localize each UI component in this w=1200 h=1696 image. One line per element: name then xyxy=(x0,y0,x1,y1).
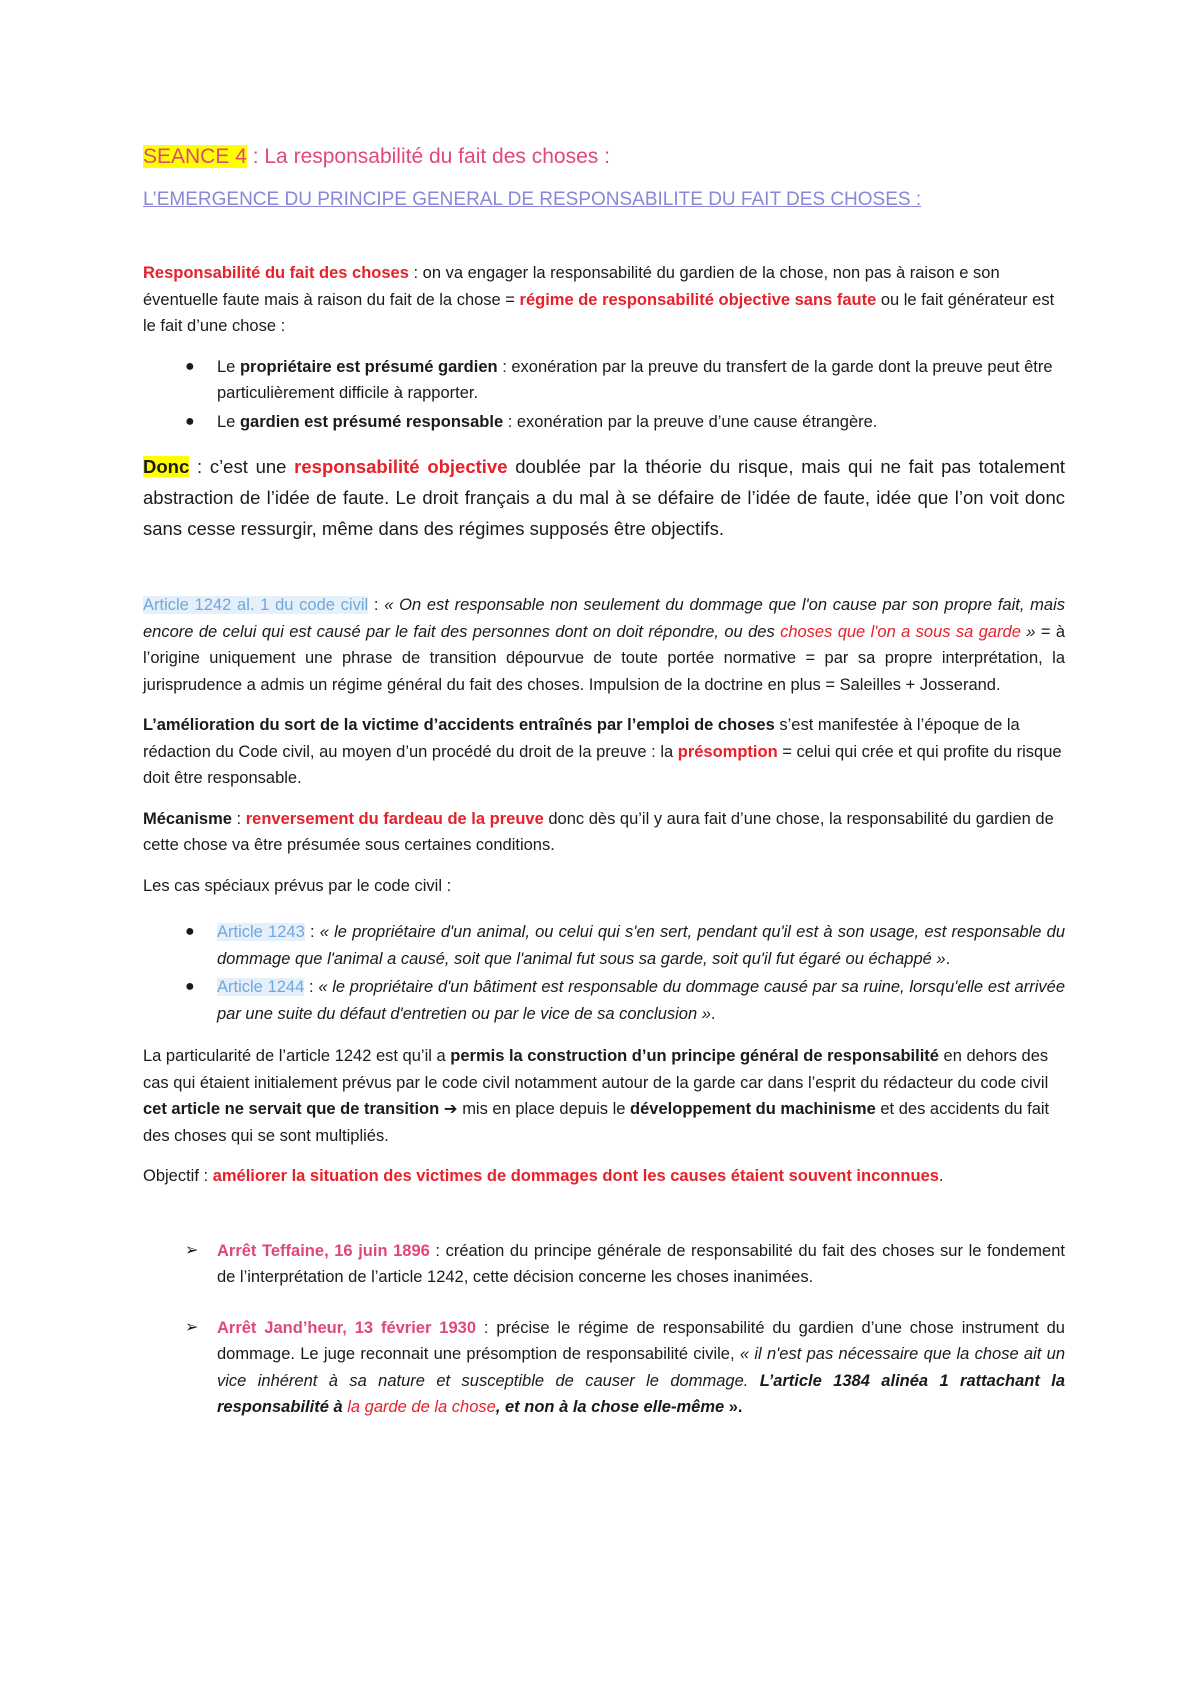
particularite-text-3: mis en place depuis le xyxy=(462,1100,631,1118)
intro-term: Responsabilité du fait des choses xyxy=(143,264,409,282)
amelioration-text-1: s’est manifestée à l’époque de la rédaction du Code civil, au moyen d’un procédé du droit de la preuve : la xyxy=(143,716,1020,761)
bullet-icon: ● xyxy=(185,412,195,430)
separator: : xyxy=(368,596,385,614)
item-end: . xyxy=(945,949,951,968)
item-end: . xyxy=(710,1004,716,1023)
list-item xyxy=(143,409,1065,436)
particularite-bold-2: cet article ne servait que de transition xyxy=(143,1100,440,1118)
arret-quote-bold-end: , et non à la chose elle-même xyxy=(495,1398,725,1416)
list-item xyxy=(143,1315,1065,1421)
presomption-highlight: présomption xyxy=(677,742,778,761)
arret-quote-bold: L’article 1384 alinéa 1 rattachant la responsabilité à xyxy=(217,1371,1065,1416)
mecanisme-highlight: renversement du fardeau de la preuve xyxy=(245,809,544,828)
particularite-bold-1: permis la construction d’un principe général de responsabilité xyxy=(450,1047,939,1065)
particularite-paragraph xyxy=(143,1043,1065,1149)
article-1244-ref: Article 1244 xyxy=(217,978,305,996)
list-item xyxy=(143,919,1065,972)
seance-label: SEANCE 4 xyxy=(143,145,247,168)
choses-highlight: choses que l'on a sous sa garde xyxy=(780,622,1021,641)
item-prefix: Le xyxy=(217,412,240,431)
objectif-end: . xyxy=(938,1167,944,1185)
objectif-label: Objectif : xyxy=(143,1167,209,1185)
regime-highlight: régime de responsabilité objective sans faute xyxy=(519,290,877,309)
objective-highlight: responsabilité objective xyxy=(294,456,508,477)
particularite-bold-3: développement du machinisme xyxy=(630,1100,876,1118)
arret-text: : création du principe générale de responsabilité du fait des choses sur le fondement de l’interprétation de l’article 1242, cette décision concerne les choses inanimées. xyxy=(217,1241,1065,1286)
section-heading: L’EMERGENCE DU PRINCIPE GENERAL DE RESPONSABILITE DU FAIT DES CHOSES : xyxy=(143,189,922,210)
intro-text-1: : on va engager la responsabilité du gardien de la chose, non pas à raison e son éventuelle faute mais à raison du fait de la chose = xyxy=(143,264,1000,309)
amelioration-paragraph xyxy=(143,712,1065,792)
list-item xyxy=(143,354,1065,407)
separator: : xyxy=(231,809,246,828)
item-bold: propriétaire est présumé gardien xyxy=(239,357,498,376)
title-text: : La responsabilité du fait des choses : xyxy=(246,145,610,168)
article-1242-paragraph xyxy=(143,592,1065,698)
article-quote: « On est responsable non seulement du dommage que l'on cause par son propre fait, mais encore de celui qui est causé par le fait des personnes dont on doit répondre, ou des xyxy=(143,596,1065,641)
mecanisme-label: Mécanisme xyxy=(143,809,232,828)
article-commentary: = à l’origine uniquement une phrase de transition dépourvue de toute portée normative = par sa propre interprétation, la jurisprudence a admis un régime général du fait des choses. Impulsion de la doctrine en plus = Saleilles + Josserand. xyxy=(143,622,1065,694)
mecanisme-paragraph xyxy=(143,806,1065,859)
list-item xyxy=(143,1238,1065,1291)
particularite-text-4: et des accidents du fait des choses qui se sont multipliés. xyxy=(143,1100,1050,1145)
arrow-right-icon: ➔ xyxy=(439,1100,463,1118)
item-text: : exonération par la preuve du transfert de la garde dont la preuve peut être particulièrement difficile à rapporter. xyxy=(217,357,1053,402)
amelioration-bold: L’amélioration du sort de la victime d’accidents entraînés par l’emploi de choses xyxy=(143,716,775,734)
donc-text-1: : c’est une xyxy=(189,456,295,477)
arrowhead-icon: ➢ xyxy=(185,1241,199,1259)
arret-text: : précise le régime de responsabilité du gardien d’une chose instrument du dommage. Le juge reconnait une présomption de responsabilité civile, xyxy=(217,1318,1065,1363)
objectif-paragraph xyxy=(143,1163,1065,1190)
article-1242-ref: Article 1242 al. 1 du code civil xyxy=(143,596,369,614)
list-item xyxy=(143,974,1065,1027)
separator: : xyxy=(304,978,319,996)
donc-paragraph xyxy=(143,451,1065,544)
donc-label: Donc xyxy=(143,456,190,477)
bullet-icon: ● xyxy=(185,923,195,940)
arret-teffaine: Arrêt Teffaine, 16 juin 1896 xyxy=(217,1241,430,1260)
bullet-icon: ● xyxy=(185,978,195,995)
presumption-list xyxy=(143,354,1065,436)
article-quote: « le propriétaire d'un animal, ou celui qui s'en sert, pendant qu'il est à son usage, est responsable du dommage que l'animal a causé, soit que l'animal fut sous sa garde, soit qu'il fut égaré ou échappé » xyxy=(217,923,1065,968)
quote-end: » xyxy=(1020,622,1036,641)
article-quote: « le propriétaire d'un bâtiment est responsable du dommage causé par sa ruine, lorsqu'elle est arrivée par une suite du défaut d'entretien ou par le vice de sa conclusion » xyxy=(217,978,1065,1023)
arrets-list xyxy=(143,1238,1065,1421)
item-bold: gardien est présumé responsable xyxy=(239,412,504,431)
article-1243-ref: Article 1243 xyxy=(217,923,305,941)
arrowhead-icon: ➢ xyxy=(185,1318,199,1336)
document-content xyxy=(143,142,1065,1445)
bullet-icon: ● xyxy=(185,357,195,375)
page-title xyxy=(143,142,1065,172)
particularite-text-2: en dehors des cas qui étaient initialement prévus par le code civil notamment autour de la garde car dans l’esprit du rédacteur du code civil xyxy=(143,1047,1049,1092)
intro-text-2: ou le fait générateur est le fait d’une chose : xyxy=(143,290,1055,335)
particularite-text-1: La particularité de l’article 1242 est qu’il a xyxy=(143,1047,451,1065)
item-prefix: Le xyxy=(217,357,240,376)
objectif-highlight: améliorer la situation des victimes de dommages dont les causes étaient souvent inconnues xyxy=(208,1167,939,1185)
arret-quote: « il n'est pas nécessaire que la chose ait un vice inhérent à sa nature et susceptible de causer le dommage. xyxy=(217,1345,1066,1390)
cas-speciaux-text: Les cas spéciaux prévus par le code civil : xyxy=(143,876,452,895)
arret-jandheur: Arrêt Jand’heur, 13 février 1930 xyxy=(217,1318,476,1337)
special-articles-list xyxy=(143,919,1065,1027)
amelioration-text-2: = celui qui crée et qui profite du risque doit être responsable. xyxy=(143,742,1062,787)
quote-close: ». xyxy=(724,1398,743,1416)
garde-highlight: la garde de la chose xyxy=(347,1398,496,1416)
intro-paragraph xyxy=(143,260,1065,340)
mecanisme-text: donc dès qu’il y aura fait d’une chose, la responsabilité du gardien de cette chose va être présumée sous certaines conditions. xyxy=(143,809,1054,854)
donc-text-2: doublée par la théorie du risque, mais qui ne fait pas totalement abstraction de l’idée de faute. Le droit français a du mal à se défaire de l’idée de faute, idée que l’on voit donc sans cesse ressurgir, même dans des régimes supposés être objectifs. xyxy=(143,456,1065,539)
separator: : xyxy=(304,923,320,941)
item-text: : exonération par la preuve d’une cause étrangère. xyxy=(503,412,878,431)
